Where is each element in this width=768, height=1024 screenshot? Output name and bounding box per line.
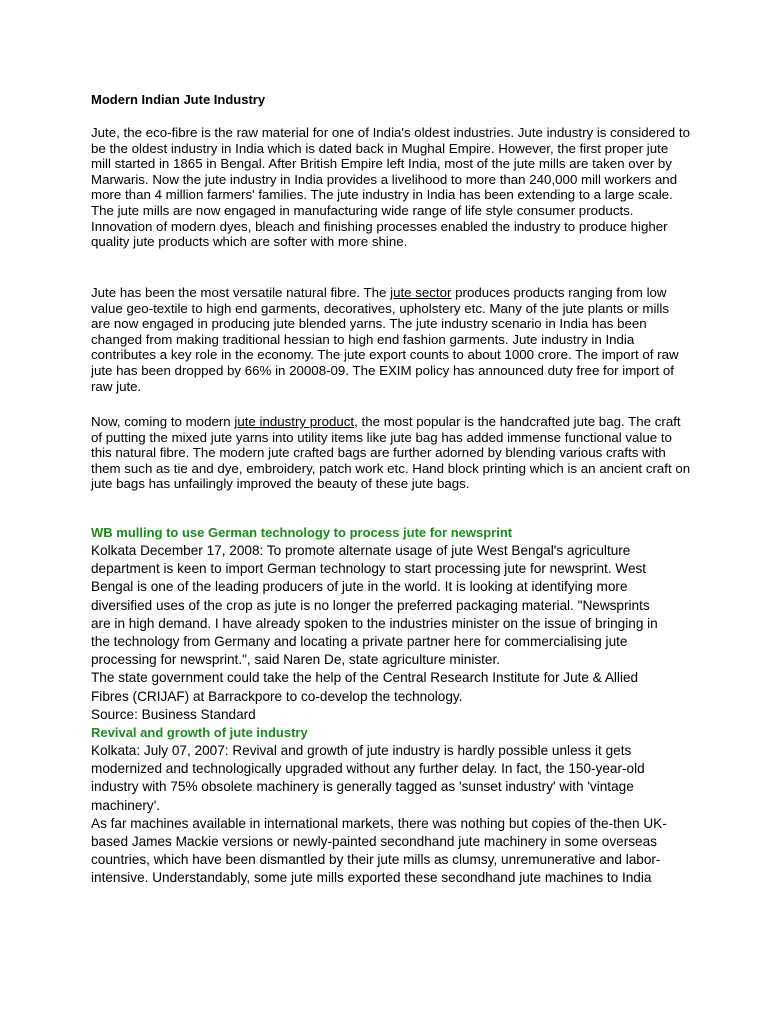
paragraph-text-before-link: Now, coming to modern (91, 414, 235, 429)
news-line: diversified uses of the crop as jute is no longer the preferred packaging material. "Newsprints (91, 597, 650, 613)
news-heading-revival-growth: Revival and growth of jute industry (91, 725, 308, 741)
news-line: The state government could take the help of the Central Research Institute for Jute & Allied (91, 670, 639, 686)
news-line: Kolkata December 17, 2008: To promote alternate usage of jute West Bengal's agriculture (91, 543, 631, 558)
jute-industry-product-link[interactable]: jute industry product (234, 414, 355, 429)
news-line: the technology from Germany and locating a private partner here for commercialising jute (91, 634, 628, 650)
news-line: processing for newsprint.", said Naren De, state agriculture minister. (91, 652, 501, 668)
jute-sector-link[interactable]: jute sector (390, 285, 452, 300)
paragraph-text-before-link: Jute has been the most versatile natural fibre. The (91, 285, 391, 300)
news-line: countries, which have been dismantled by their jute mills as clumsy, unremunerative and labor- (91, 852, 661, 868)
paragraph-jute-products (91, 414, 691, 492)
news-source: Source: Business Standard (91, 706, 256, 722)
news-line: machinery'. (91, 797, 161, 813)
news-line: are in high demand. I have already spoken to the industries minister on the issue of bringing in (91, 615, 658, 631)
document-title: Modern Indian Jute Industry (91, 92, 266, 107)
news-line: department is keen to import German technology to start processing jute for newsprint. West (91, 561, 647, 577)
news-line: intensive. Understandably, some jute mills exported these secondhand jute machines to India (91, 870, 652, 886)
news-section (91, 524, 691, 888)
news-line: industry with 75% obsolete machinery is generally tagged as 'sunset industry' with 'vintage (91, 779, 634, 795)
news-line: Bengal is one of the leading producers of jute in the world. It is looking at identifying more (91, 579, 628, 595)
paragraph-intro-text: Jute, the eco-fibre is the raw material for one of India's oldest industries. Jute industry is considered to be the oldest industry in India which is dated back in Mughal Empire. However, the first proper jute mill started in 1865 in Bengal. After British Empire left India, most of the jute mills are taken over by Marwaris. Now the jute industry in India provides a livelihood to more than 240,000 mill workers and more than 4 million farmers' families. The jute industry in India has been extending to a large scale. The jute mills are now engaged in manufacturing wide range of life style consumer products. Innovation of modern dyes, bleach and finishing processes enabled the industry to produce higher quality jute products which are softer with more shine. (91, 125, 690, 250)
news-heading-german-technology: WB mulling to use German technology to process jute for newsprint (91, 525, 513, 540)
paragraph-text-after-link: produces products ranging from low value geo-textile to high end garments, decoratives, upholstery etc. Many of the jute plants or mills are now engaged in producing jute blended yarns. The jute industry scenario in India has been changed from making traditional hessian to high end fashion garments. Jute industry in India contributes a key role in the economy. The jute export counts to about 1000 crore. The import of raw jute has been dropped by 66% in 20008-09. The EXIM policy has announced duty free for import of raw jute. (91, 285, 679, 394)
paragraph-text-after-link: , the most popular is the handcrafted jute bag. The craft of putting the mixed jute yarns into utility items like jute bag has added immense functional value to this natural fibre. The modern jute crafted bags are further adorned by blending various crafts with them such as tie and dye, embroidery, patch work etc. Hand block printing which is an ancient craft on jute bags has unfailingly improved the beauty of these jute bags. (91, 414, 691, 492)
news-line: As far machines available in international markets, there was nothing but copies of the-then UK- (91, 815, 667, 831)
news-line: based James Mackie versions or newly-painted secondhand jute machinery in some overseas (91, 834, 657, 850)
paragraph-intro (91, 125, 691, 250)
news-line: modernized and technologically upgraded without any further delay. In fact, the 150-year-old (91, 761, 645, 777)
paragraph-versatile-fibre (91, 285, 691, 394)
news-line: Fibres (CRIJAF) at Barrackpore to co-develop the technology. (91, 688, 463, 704)
news-line: Kolkata: July 07, 2007: Revival and growth of jute industry is hardly possible unless it gets (91, 743, 632, 759)
